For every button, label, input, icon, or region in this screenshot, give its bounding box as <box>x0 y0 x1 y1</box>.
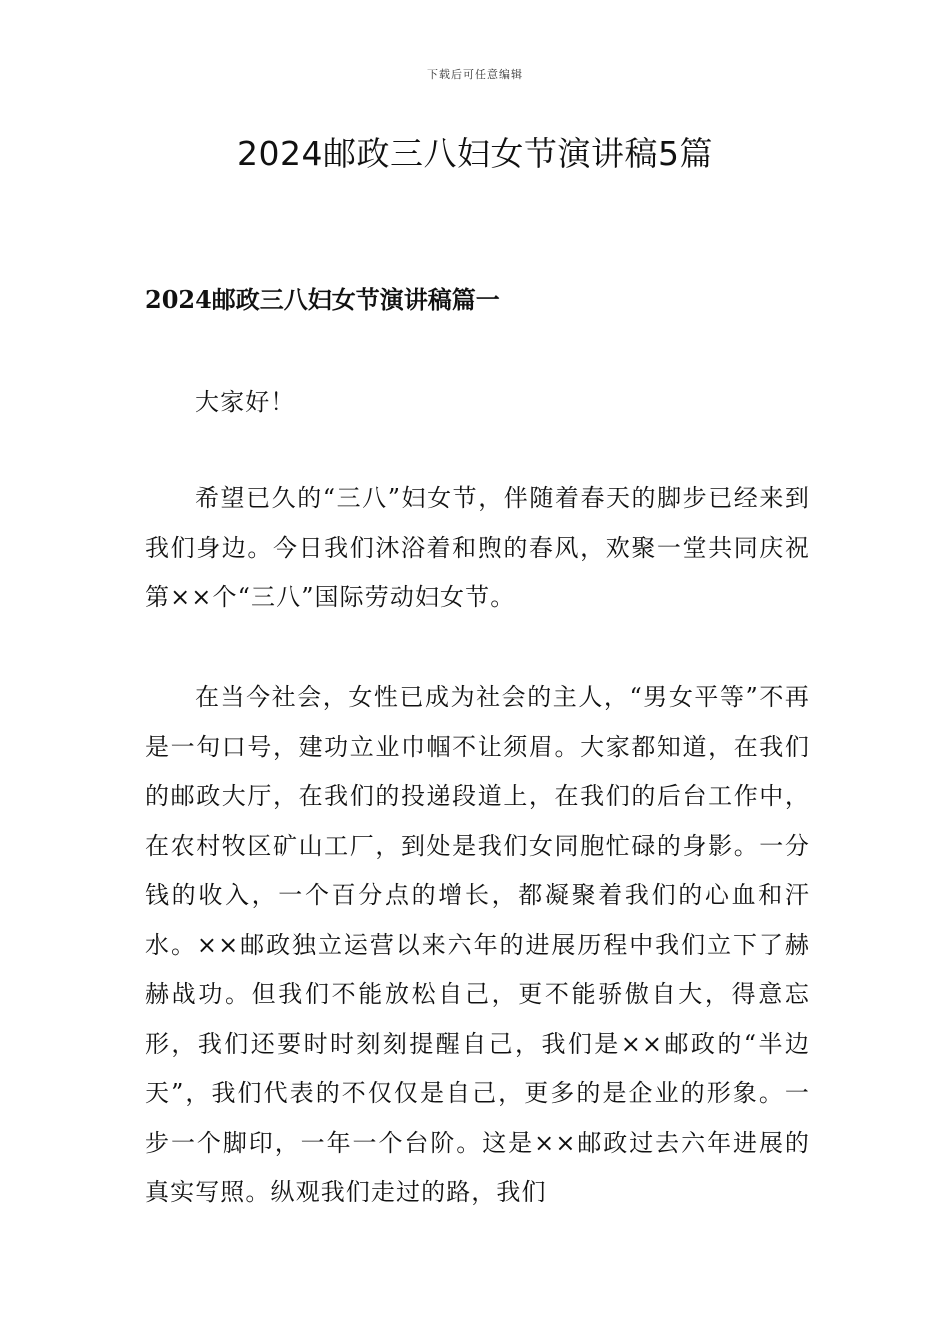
body-paragraph-1: 希望已久的“三八”妇女节，伴随着春天的脚步已经来到我们身边。今日我们沐浴着和煦的春风，欢聚一堂共同庆祝第××个“三八”国际劳动妇女节。 <box>145 484 810 611</box>
header-note: 下载后可任意编辑 <box>427 68 523 81</box>
greeting-paragraph: 大家好！ <box>195 388 296 416</box>
body-paragraph-2: 在当今社会，女性已成为社会的主人，“男女平等”不再是一句口号，建功立业巾帼不让须眉。大家都知道，在我们的邮政大厅，在我们的投递段道上，在我们的后台工作中，在农村牧区矿山工厂，到处是我们女同胞忙碌的身影。一分钱的收入，一个百分点的增长，都凝聚着我们的心血和汗水。××邮政独立运营以来六年的进展历程中我们立下了赫赫战功。但我们不能放松自己，更不能骄傲自大，得意忘形，我们还要时时刻刻提醒自己，我们是××邮政的“半边天”，我们代表的不仅仅是自己，更多的是企业的形象。一步一个脚印，一年一个台阶。这是××邮政过去六年进展的真实写照。纵观我们走过的路，我们 <box>145 683 810 1206</box>
document-title: 2024邮政三八妇女节演讲稿5篇 <box>237 134 713 173</box>
section-heading: 2024邮政三八妇女节演讲稿篇一 <box>145 285 500 314</box>
